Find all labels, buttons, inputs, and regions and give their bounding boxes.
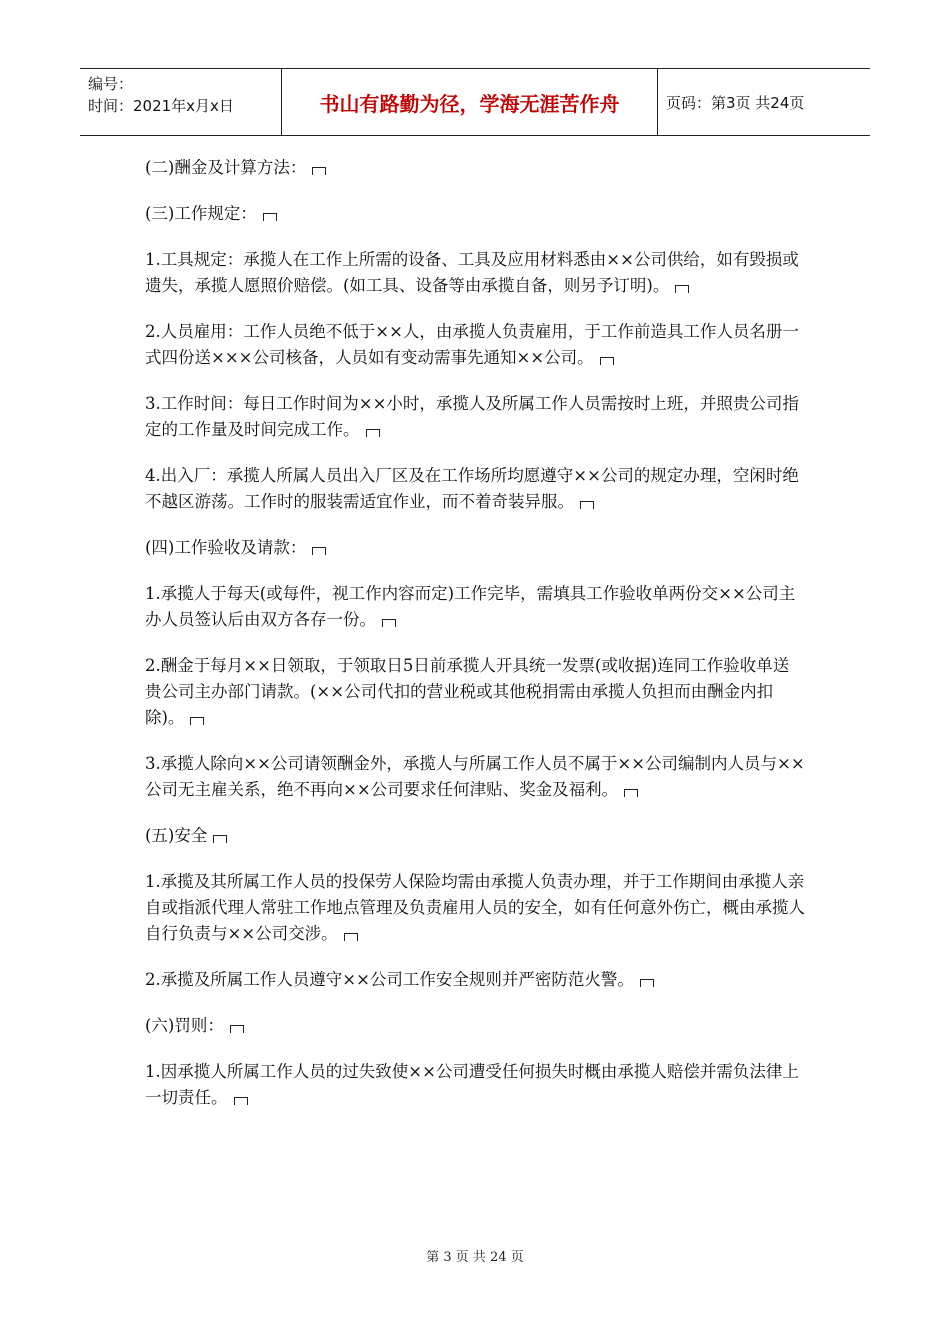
- paragraph-text: (二)酬金及计算方法：: [145, 158, 307, 177]
- header-meta: [80, 69, 282, 135]
- paragraph-text: (四)工作验收及请款：: [145, 538, 307, 557]
- paragraph-mark-icon: [624, 789, 638, 797]
- paragraph-text: 1.承揽人于每天(或每件，视工作内容而定)工作完毕，需填具工作验收单两份交××公司主办人员签认后由双方各存一份。: [145, 584, 796, 629]
- header-motto: 书山有路勤为径，学海无涯苦作舟: [282, 69, 658, 135]
- page-footer: 第 3 页 共 24 页: [426, 1250, 524, 1265]
- paragraph: [145, 535, 805, 561]
- paragraph: [145, 653, 805, 731]
- document-body: [145, 155, 805, 1131]
- paragraph-text: 1.承揽及其所属工作人员的投保劳人保险均需由承揽人负责办理，并于工作期间由承揽人亲自或指派代理人常驻工作地点管理及负责雇用人员的安全，如有任何意外伤亡，概由承揽人自行负责与××公司交涉。: [145, 872, 805, 943]
- date-label: 时间：2021年x月x日: [88, 97, 234, 115]
- number-label: 编号：: [88, 75, 134, 93]
- paragraph-text: (三)工作规定：: [145, 204, 257, 223]
- paragraph: [145, 463, 805, 515]
- header-page-info: 页码：第3页 共24页: [666, 93, 805, 112]
- paragraph: [145, 247, 805, 299]
- paragraph-mark-icon: [600, 357, 614, 365]
- paragraph-mark-icon: [344, 933, 358, 941]
- paragraph: [145, 581, 805, 633]
- paragraph-mark-icon: [366, 429, 380, 437]
- paragraph: [145, 201, 805, 227]
- paragraph-text: 2.人员雇用：工作人员绝不低于××人，由承揽人负责雇用，于工作前造具工作人员名册一式四份送×××公司核备，人员如有变动需事先通知××公司。: [145, 322, 799, 367]
- paragraph-text: 2.酬金于每月××日领取，于领取日5日前承揽人开具统一发票(或收据)连同工作验收单送贵公司主办部门请款。(××公司代扣的营业税或其他税捐需由承揽人负担而由酬金内扣除)。: [145, 656, 790, 727]
- paragraph-text: 3.工作时间：每日工作时间为××小时，承揽人及所属工作人员需按时上班，并照贵公司指定的工作量及时间完成工作。: [145, 394, 799, 439]
- paragraph-text: (五)安全: [145, 826, 208, 845]
- paragraph: [145, 155, 805, 181]
- paragraph: [145, 1059, 805, 1111]
- paragraph-mark-icon: [580, 501, 594, 509]
- paragraph-mark-icon: [190, 717, 204, 725]
- paragraph-text: 1.因承揽人所属工作人员的过失致使××公司遭受任何损失时概由承揽人赔偿并需负法律上一切责任。: [145, 1062, 799, 1107]
- paragraph-text: 4.出入厂：承揽人所属人员出入厂区及在工作场所均愿遵守××公司的规定办理，空闲时绝不越区游荡。工作时的服装需适宜作业，而不着奇装异服。: [145, 466, 799, 511]
- paragraph-text: 1.工具规定：承揽人在工作上所需的设备、工具及应用材料悉由××公司供给，如有毁损或遗失，承揽人愿照价赔偿。(如工具、设备等由承揽自备，则另予订明)。: [145, 250, 799, 295]
- paragraph-mark-icon: [213, 835, 227, 843]
- paragraph: [145, 823, 805, 849]
- paragraph-mark-icon: [675, 285, 689, 293]
- page-header: [80, 68, 870, 136]
- paragraph: [145, 751, 805, 803]
- paragraph: [145, 967, 805, 993]
- paragraph-mark-icon: [312, 167, 326, 175]
- paragraph: [145, 1013, 805, 1039]
- paragraph: [145, 869, 805, 947]
- paragraph-text: (六)罚则：: [145, 1016, 224, 1035]
- paragraph-mark-icon: [263, 213, 277, 221]
- paragraph-mark-icon: [382, 619, 396, 627]
- paragraph-text: 2.承揽及所属工作人员遵守××公司工作安全规则并严密防范火警。: [145, 970, 634, 989]
- paragraph-mark-icon: [312, 547, 326, 555]
- paragraph: [145, 391, 805, 443]
- paragraph-text: 3.承揽人除向××公司请领酬金外，承揽人与所属工作人员不属于××公司编制内人员与××公司无主雇关系，绝不再向××公司要求任何津贴、奖金及福利。: [145, 754, 805, 799]
- paragraph-mark-icon: [230, 1025, 244, 1033]
- paragraph-mark-icon: [234, 1097, 248, 1105]
- paragraph: [145, 319, 805, 371]
- paragraph-mark-icon: [640, 979, 654, 987]
